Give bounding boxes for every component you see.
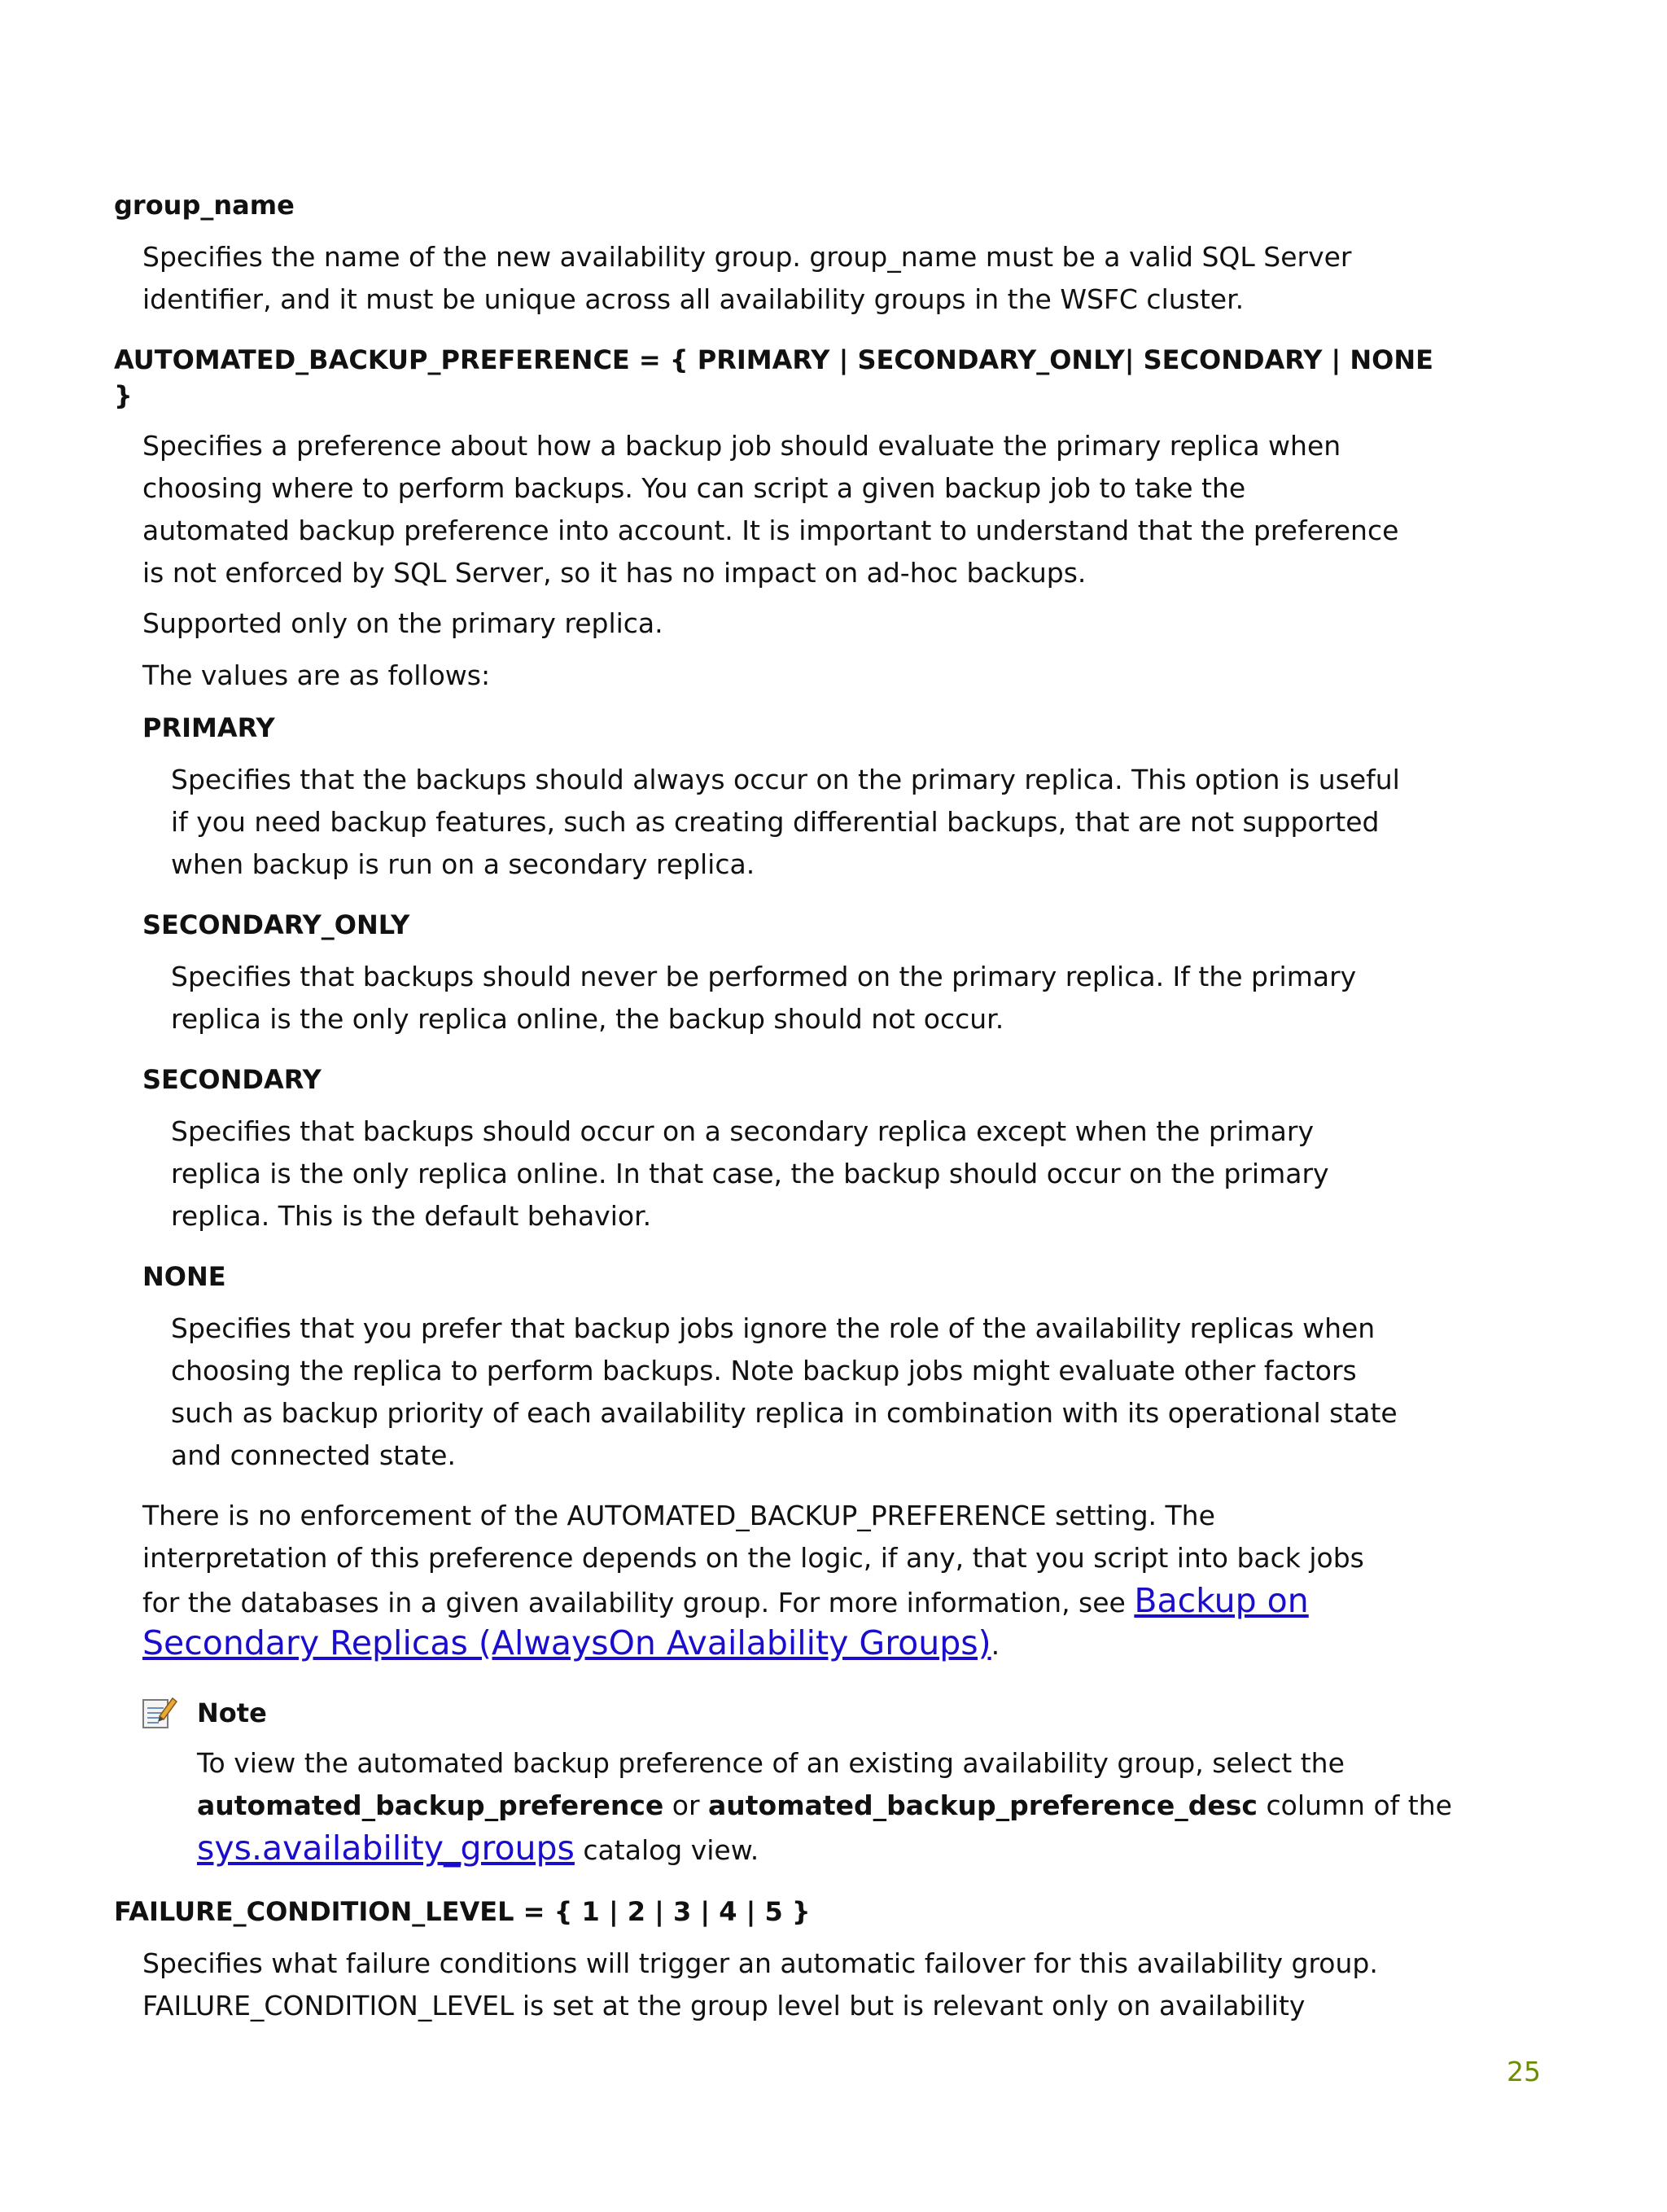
note-line-2-tail: column of the: [1258, 1789, 1452, 1821]
enforcement-line-3: [142, 1579, 1309, 1624]
backup-desc-line-4: is not enforced by SQL Server, so it has no impact on ad-hoc backups.: [142, 557, 1087, 589]
enforcement-line-2: interpretation of this preference depends on the logic, if any, that you script into back jobs: [142, 1542, 1364, 1574]
term-group-name: group_name: [114, 190, 295, 221]
term-failure-condition-level: FAILURE_CONDITION_LEVEL = { 1 | 2 | 3 | 4 | 5 }: [114, 1896, 811, 1927]
note-icon: [140, 1693, 177, 1731]
note-line-3-tail: catalog view.: [574, 1834, 759, 1866]
group-name-desc-line-1: Specifies the name of the new availability group. group_name must be a valid SQL Server: [142, 241, 1352, 273]
note-bold-column-1: automated_backup_preference: [197, 1789, 664, 1821]
page-number: 25: [1507, 2056, 1541, 2087]
value-none-line-4: and connected state.: [171, 1439, 456, 1471]
value-secondary-term: SECONDARY: [142, 1064, 322, 1095]
enforcement-line-1: There is no enforcement of the AUTOMATED_BACKUP_PREFERENCE setting. The: [142, 1500, 1215, 1531]
value-secondary-line-3: replica. This is the default behavior.: [171, 1200, 652, 1232]
value-secondary-only-line-1: Specifies that backups should never be performed on the primary replica. If the primary: [171, 961, 1357, 992]
backup-desc-line-2: choosing where to perform backups. You can script a given backup job to take the: [142, 472, 1246, 504]
note-line-1: To view the automated backup preference of an existing availability group, select the: [197, 1747, 1345, 1779]
group-name-desc-line-2: identifier, and it must be unique across all availability groups in the WSFC cluster.: [142, 283, 1245, 315]
note-title: Note: [197, 1697, 267, 1728]
value-none-term: NONE: [142, 1261, 226, 1292]
term-automated-backup-preference: AUTOMATED_BACKUP_PREFERENCE = { PRIMARY | SECONDARY_ONLY| SECONDARY | NONE: [114, 344, 1433, 375]
backup-on-secondary-link-part-1[interactable]: Backup on: [1134, 1581, 1309, 1620]
value-secondary-only-term: SECONDARY_ONLY: [142, 909, 410, 940]
value-primary-line-1: Specifies that the backups should always occur on the primary replica. This option is useful: [171, 764, 1400, 795]
value-none-line-3: such as backup priority of each availability replica in combination with its operational state: [171, 1397, 1398, 1429]
value-secondary-line-2: replica is the only replica online. In that case, the backup should occur on the primary: [171, 1158, 1329, 1189]
value-none-line-2: choosing the replica to perform backups. Note backup jobs might evaluate other factors: [171, 1355, 1357, 1386]
value-primary-line-2: if you need backup features, such as creating differential backups, that are not supported: [171, 806, 1380, 838]
backup-desc-line-3: automated backup preference into account. It is important to understand that the preference: [142, 515, 1399, 546]
enforcement-line-4: [142, 1622, 1000, 1667]
sys-availability-groups-link[interactable]: sys.availability_groups: [197, 1829, 575, 1868]
note-line-3: [197, 1827, 759, 1872]
value-primary-line-3: when backup is run on a secondary replica.: [171, 848, 755, 880]
backup-on-secondary-link-part-2[interactable]: Secondary Replicas (AlwaysOn Availability Groups): [142, 1623, 991, 1662]
value-secondary-line-1: Specifies that backups should occur on a secondary replica except when the primary: [171, 1115, 1314, 1147]
supported-note: Supported only on the primary replica.: [142, 607, 663, 639]
enforcement-line-3-text: for the databases in a given availability group. For more information, see: [142, 1587, 1135, 1618]
values-intro: The values are as follows:: [142, 659, 491, 691]
note-or-text: or: [663, 1789, 709, 1821]
enforcement-line-4-tail: .: [991, 1629, 1000, 1661]
term-automated-backup-preference-close: }: [114, 380, 133, 411]
failure-desc-line-2: FAILURE_CONDITION_LEVEL is set at the group level but is relevant only on availability: [142, 1990, 1306, 2021]
value-secondary-only-line-2: replica is the only replica online, the backup should not occur.: [171, 1003, 1004, 1035]
note-bold-column-2: automated_backup_preference_desc: [708, 1789, 1258, 1821]
backup-desc-line-1: Specifies a preference about how a backup job should evaluate the primary replica when: [142, 430, 1341, 462]
value-primary-term: PRIMARY: [142, 712, 275, 743]
note-line-2: [197, 1785, 1452, 1827]
value-none-line-1: Specifies that you prefer that backup jobs ignore the role of the availability replicas when: [171, 1312, 1376, 1344]
failure-desc-line-1: Specifies what failure conditions will trigger an automatic failover for this availability group.: [142, 1947, 1378, 1979]
